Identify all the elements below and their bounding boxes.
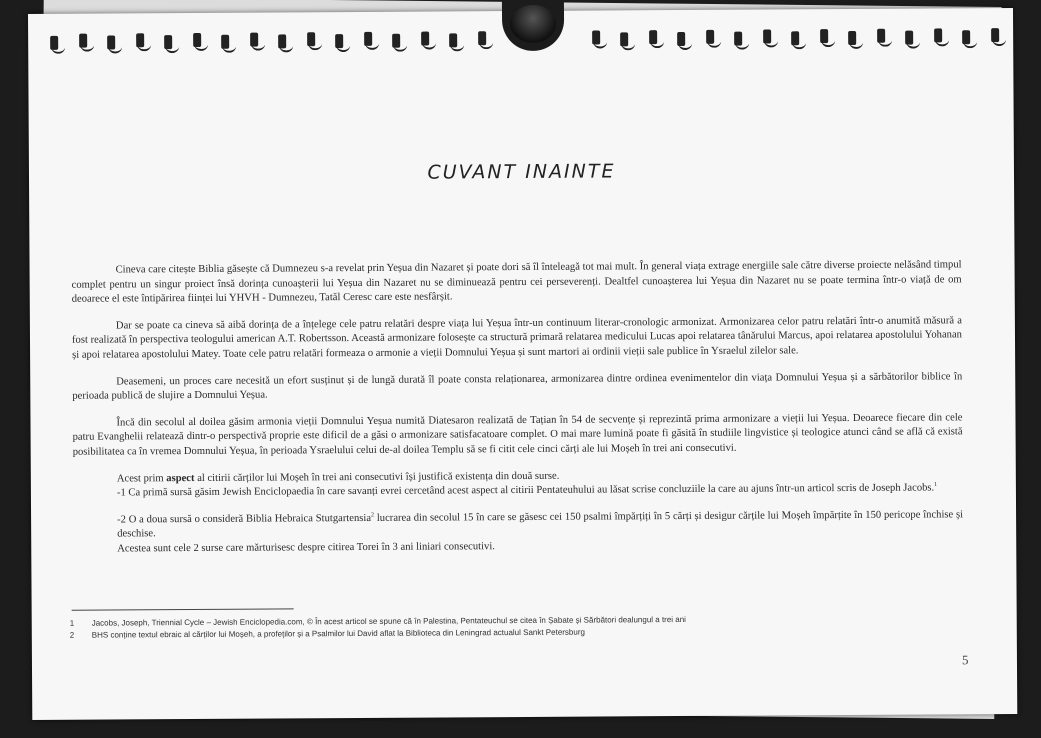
aspect-keyword: aspect: [166, 472, 195, 484]
binding-coil: [421, 32, 429, 46]
sources-block: [73, 467, 964, 557]
paragraph-2: Dar se poate ca cineva să aibă dorința de a înțelege cele patru relatări despre viața lui Yeșua într-un continuum literar-cronologic armonizat. Armonizarea celor patru relatări într-o anumită măsură a fost realizată în perspectiva teologului american A.T. Robertsson. Această armonizare folosește ca structură primară relatarea medicului Lucas apoi relatarea tânărului Marcus, apoi relatarea apostolului Yohanan și apoi relatarea apostolului Matey. Toate cele patru relatări formeaza o armonie a vieții Domnului Yeșua și sunt martori ai ordinii vieții sale publice în Ysraelul zilelor sale.: [71, 315, 963, 361]
binding-coil: [820, 29, 828, 43]
binding-coil: [335, 34, 343, 48]
notebook-page: [28, 8, 1017, 720]
footnote-number: 1: [69, 618, 75, 628]
source-2-rest: lucrarea din secolul 15 în care se găsesc cei 150 psalmi împărțiți în 5 cărți și desigur cărțile lui Moșeh împărțite în 150 pericope închise și deschise.: [117, 509, 964, 540]
binding-coil: [677, 32, 685, 46]
binding-coil: [620, 32, 628, 46]
binding-coil: [193, 33, 201, 47]
binding-coil: [107, 35, 115, 49]
closing-line: Acestea sunt cele 2 surse care mărturisesc despre citirea Torei în 3 ani liniari consecutivi.: [117, 541, 495, 555]
binding-coil: [706, 30, 714, 44]
binding-coil: [364, 32, 372, 46]
footnotes: [70, 612, 950, 640]
paragraph-1: Cineva care citește Biblia găsește că Dumnezeu s-a revelat prin Yeșua din Nazaret și poate dori să îl înteleagă tot mai mult. În general viața extrage energiile sale către diverse proiecte nelăsând timpul complet pentru un singur proiect însă dorința cunoașterii lui Yeșua din Nazaret nu se diminuează pentru cei perseverenți. Dealtfel cunoașterea lui Yeșua din Nazaret nu se poate termina într-o viață de om deoarece el este întipărirea ființei lui YHVH - Dumnezeu, Tatăl Ceresc care este nesfârșit.: [71, 259, 962, 305]
binding-coil: [991, 28, 999, 42]
page-number: 5: [961, 652, 969, 668]
binding-coil: [136, 33, 144, 47]
body-text: [72, 258, 964, 557]
footnote-text: Jacobs, Joseph, Triennial Cycle – Jewish Enciclopedia.com, © În acest articol se spune că în Palestina, Pentateuchul se citea în Șabate și Sărbători dealungul a trei ani: [91, 614, 686, 628]
binding-coil: [449, 33, 457, 47]
footnote-separator: [72, 608, 294, 610]
spiral-binding: [28, 8, 1013, 74]
binding-coil: [791, 31, 799, 45]
footnote-ref-1: 1: [934, 482, 938, 489]
aspect-intro-rest: al citirii cărților lui Moșeh în trei ani consecutivi își justifică existența din două surse.: [194, 470, 560, 484]
binding-coil: [592, 31, 600, 45]
binding-coil: [278, 34, 286, 48]
paragraph-3: Deasemeni, un proces care necesită un efort susținut și de lungă durată îl poate consta relaționarea, armonizarea dintre ordinea evenimentelor din viața Domnului Yeșua și a sărbătorilor biblice în perioada publică de slujire a Domnului Yeșua.: [72, 370, 963, 402]
binding-coil: [734, 32, 742, 46]
binding-coil: [79, 34, 87, 48]
binding-coil: [250, 33, 258, 47]
binding-coil: [478, 31, 486, 45]
binding-coil: [905, 31, 913, 45]
binding-coil: [848, 31, 856, 45]
binding-coil: [164, 35, 172, 49]
binding-hanger-hole: [502, 0, 564, 51]
footnote-number: 2: [69, 630, 75, 640]
binding-coil: [50, 36, 58, 50]
binding-coil: [877, 29, 885, 43]
footnote-ref-2: 2: [371, 512, 375, 519]
binding-coil: [934, 28, 942, 42]
source-1-text: -1 Ca primă sursă găsim Jewish Enciclopaedia în care savanți evrei cercetând acest aspect al citirii Pentateuhului au lăsat scrise concluziile la care au ajuns într-un articol scris de Joseph Jacobs.: [116, 482, 935, 499]
paragraph-4: Încă din secolul al doilea găsim armonia vieții Domnului Yeșua numită Diatesaron realizată de Tațian în 54 de secvențe și reprezintă prima armonizare a vieții lui Yeșua. Deoarece fiecare din cele patru Evanghelii relatează dintr-o perspectivă proprie este dificil de a găsi o armonizare satisfacatoare complet. O mai mare lumină poate fi găsită în studiile lingvistice și teologice atunci când se află că există posibilitatea ca în vremea Domnului Yeșua, în perioada Ysraelului celui de-al doilea Templu să se fi citit cele cinci cărți ale lui Moșeh în trei ani consecutivi.: [72, 412, 963, 458]
binding-coil: [392, 34, 400, 48]
binding-coil: [649, 30, 657, 44]
binding-coil: [763, 29, 771, 43]
source-2-text: -2 O a doua sursă o consideră Biblia Hebraica Stutgartensia: [117, 512, 372, 526]
binding-coil: [307, 32, 315, 46]
page-title: CUVANT INAINTE: [427, 160, 616, 184]
binding-coil: [962, 30, 970, 44]
binding-coil: [221, 35, 229, 49]
footnote-text: BHS conține textul ebraic al cărților lui Moșeh, a profeților și a Psalmilor lui David aflat la Biblioteca din Leningrad actualul Sankt Petersburg: [91, 627, 585, 640]
aspect-intro-text: Acest prim: [116, 472, 167, 484]
